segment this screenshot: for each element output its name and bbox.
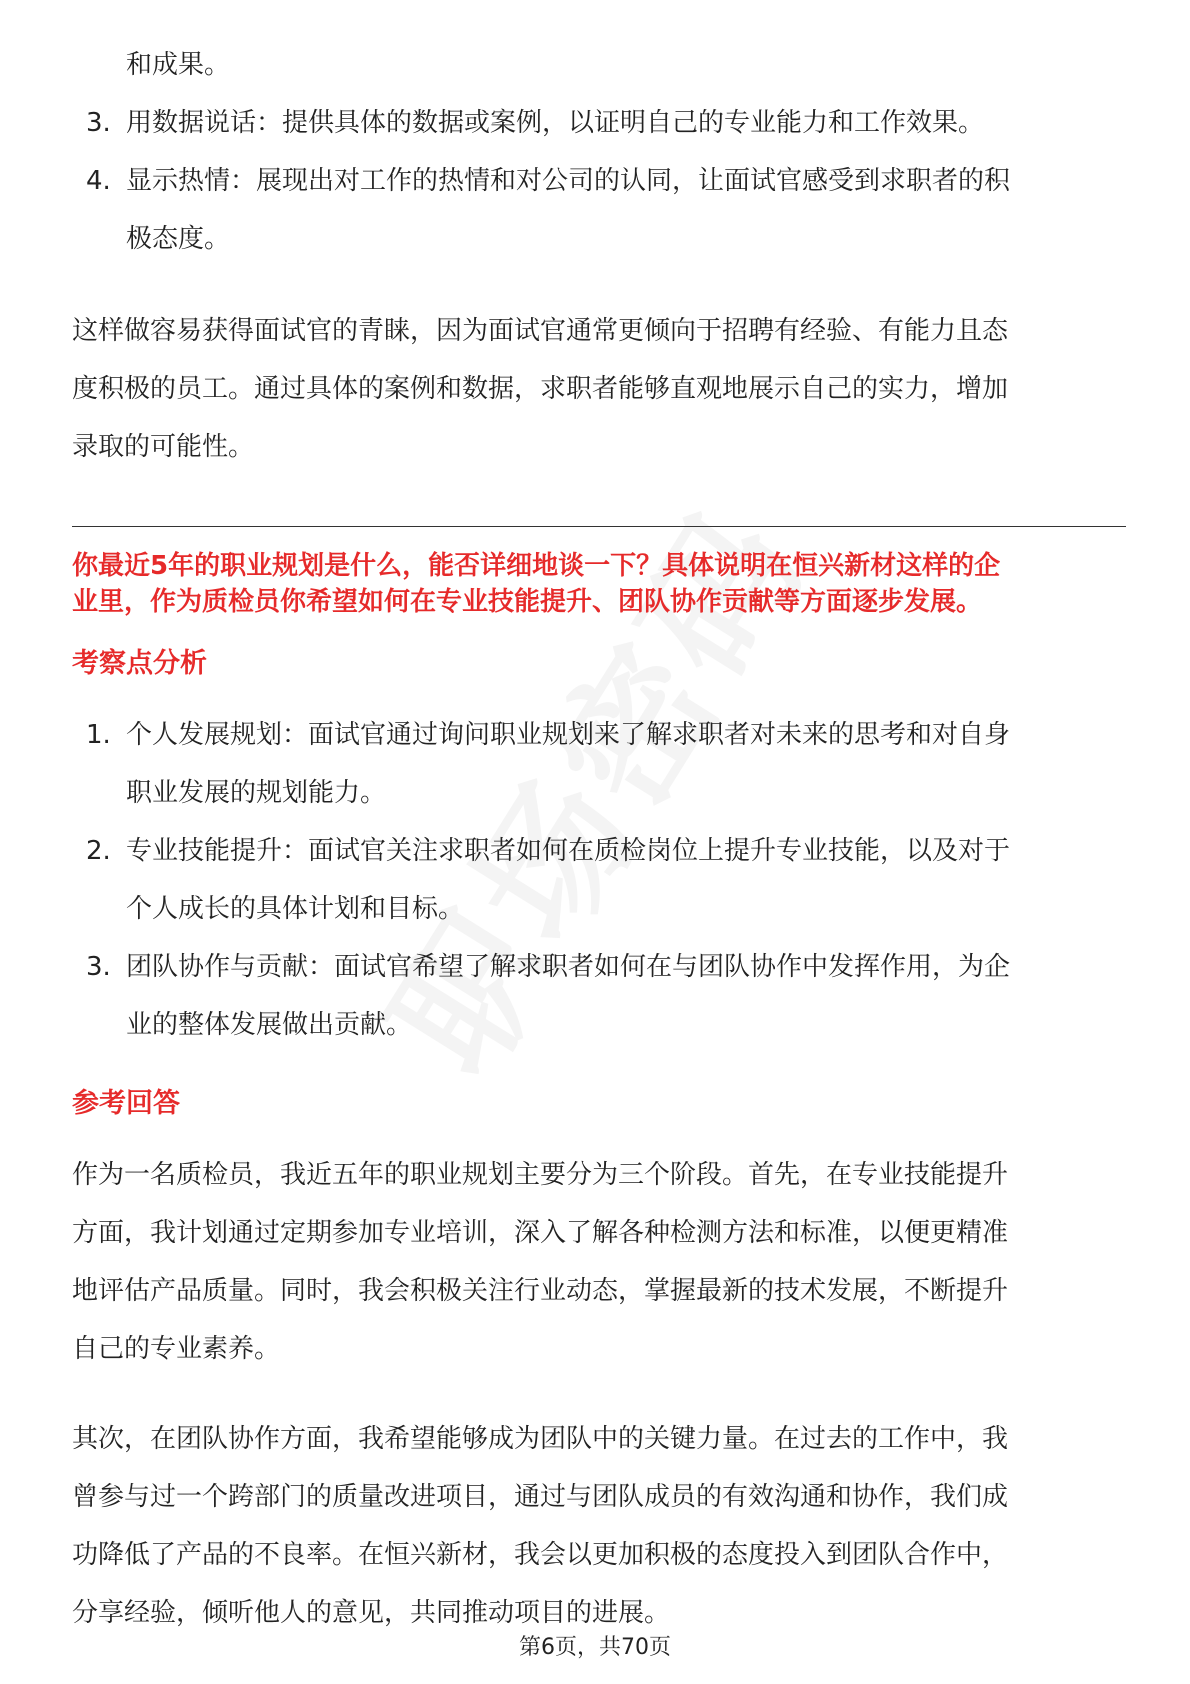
analysis-heading: 考察点分析 <box>72 648 207 679</box>
list-text-line: 业的整体发展做出贡献。 <box>126 1010 413 1040</box>
paragraph-line: 作为一名质检员，我近五年的职业规划主要分为三个阶段。首先，在专业技能提升 <box>72 1160 1009 1190</box>
top-list <box>0 36 1190 268</box>
list-item <box>0 94 1190 152</box>
list-text-line: 专业技能提升：面试官关注求职者如何在质检岗位上提升专业技能，以及对于 <box>126 836 1011 866</box>
paragraph-line: 度积极的员工。通过具体的案例和数据，求职者能够直观地展示自己的实力，增加 <box>72 374 1009 404</box>
paragraph-line: 地评估产品质量。同时，我会积极关注行业动态，掌握最新的技术发展，不断提升 <box>72 1276 1009 1306</box>
interview-question <box>72 548 1132 620</box>
paragraph-line: 录取的可能性。 <box>72 432 255 462</box>
paragraph-line: 曾参与过一个跨部门的质量改进项目，通过与团队成员的有效沟通和协作，我们成 <box>72 1482 1009 1512</box>
list-number: 4. <box>86 166 111 196</box>
paragraph-line: 功降低了产品的不良率。在恒兴新材，我会以更加积极的态度投入到团队合作中， <box>72 1540 1009 1570</box>
section-divider <box>72 526 1126 527</box>
answer-paragraph <box>72 1146 1122 1378</box>
summary-paragraph <box>72 302 1122 476</box>
list-item <box>0 152 1190 268</box>
list-number: 2. <box>86 836 111 866</box>
list-text-line: 职业发展的规划能力。 <box>126 778 387 808</box>
list-text-line: 极态度。 <box>126 224 231 254</box>
paragraph-line: 自己的专业素养。 <box>72 1334 281 1364</box>
paragraph-line: 分享经验，倾听他人的意见，共同推动项目的进展。 <box>72 1598 671 1628</box>
answer-paragraph <box>72 1410 1122 1642</box>
list-text-line: 和成果。 <box>126 50 231 80</box>
list-number: 3. <box>86 952 111 982</box>
paragraph-line: 其次，在团队协作方面，我希望能够成为团队中的关键力量。在过去的工作中，我 <box>72 1424 1009 1454</box>
analysis-list <box>0 706 1190 1054</box>
list-item <box>0 822 1190 938</box>
list-text-line: 显示热情：展现出对工作的热情和对公司的认同，让面试官感受到求职者的积 <box>126 166 1011 196</box>
list-text-line: 个人发展规划：面试官通过询问职业规划来了解求职者对未来的思考和对自身 <box>126 720 1011 750</box>
paragraph-line: 方面，我计划通过定期参加专业培训，深入了解各种检测方法和标准，以便更精准 <box>72 1218 1009 1248</box>
list-item <box>0 706 1190 822</box>
list-text-line: 团队协作与贡献：面试官希望了解求职者如何在与团队协作中发挥作用，为企 <box>126 952 1011 982</box>
list-number: 3. <box>86 108 111 138</box>
question-line: 你最近5年的职业规划是什么，能否详细地谈一下？具体说明在恒兴新材这样的企 <box>72 551 1001 581</box>
answer-heading: 参考回答 <box>72 1088 180 1119</box>
list-text-line: 用数据说话：提供具体的数据或案例，以证明自己的专业能力和工作效果。 <box>126 108 985 138</box>
list-number: 1. <box>86 720 111 750</box>
paragraph-line: 这样做容易获得面试官的青睐，因为面试官通常更倾向于招聘有经验、有能力且态 <box>72 316 1009 346</box>
question-line: 业里，作为质检员你希望如何在专业技能提升、团队协作贡献等方面逐步发展。 <box>72 587 983 617</box>
list-item <box>0 36 1190 94</box>
list-text-line: 个人成长的具体计划和目标。 <box>126 894 465 924</box>
page-footer: 第6页，共70页 <box>519 1635 671 1660</box>
list-item <box>0 938 1190 1054</box>
